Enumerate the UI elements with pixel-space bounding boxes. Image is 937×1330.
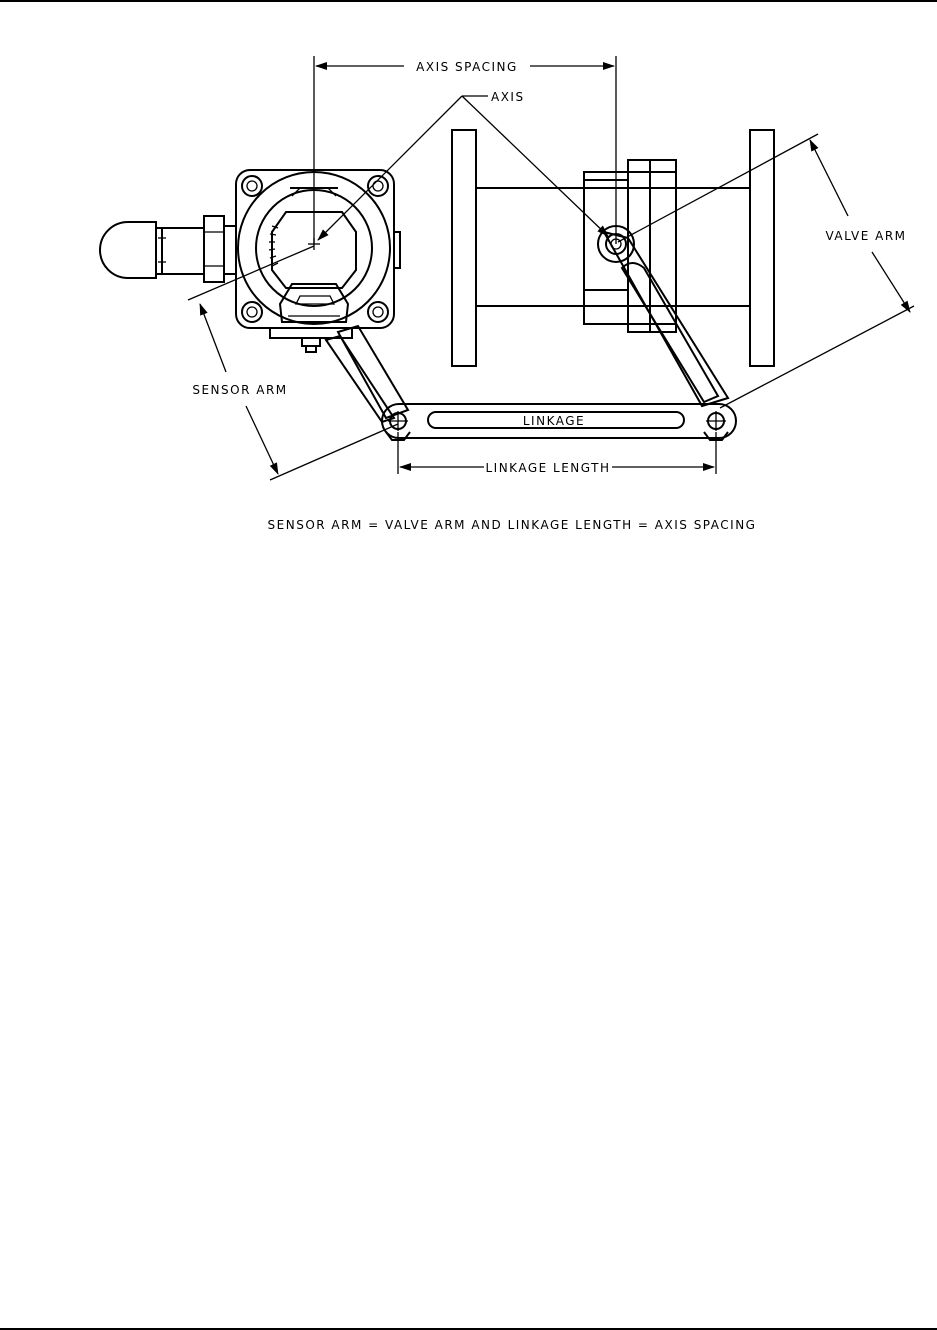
sensor-arm bbox=[326, 326, 408, 422]
linkage-length-label: LINKAGE LENGTH bbox=[485, 461, 611, 475]
sensor-arm-label: SENSOR ARM bbox=[192, 383, 288, 397]
sensor-housing bbox=[100, 170, 400, 352]
axis-leaders bbox=[318, 96, 608, 240]
axis-spacing-dimension bbox=[314, 56, 616, 244]
dial-scale bbox=[269, 226, 278, 266]
conduit-fitting bbox=[100, 216, 236, 282]
right-flange bbox=[750, 130, 774, 366]
corner-bolts bbox=[242, 176, 388, 322]
axis-label: AXIS bbox=[491, 90, 525, 104]
diagram-caption: SENSOR ARM = VALVE ARM AND LINKAGE LENGTH = AXIS SPACING bbox=[267, 518, 757, 532]
linkage-label: LINKAGE bbox=[522, 414, 586, 428]
left-flange bbox=[452, 130, 476, 366]
valve-arm bbox=[598, 226, 728, 406]
axis-spacing-label: AXIS SPACING bbox=[416, 60, 518, 74]
valve-arm-label: VALVE ARM bbox=[825, 229, 907, 243]
